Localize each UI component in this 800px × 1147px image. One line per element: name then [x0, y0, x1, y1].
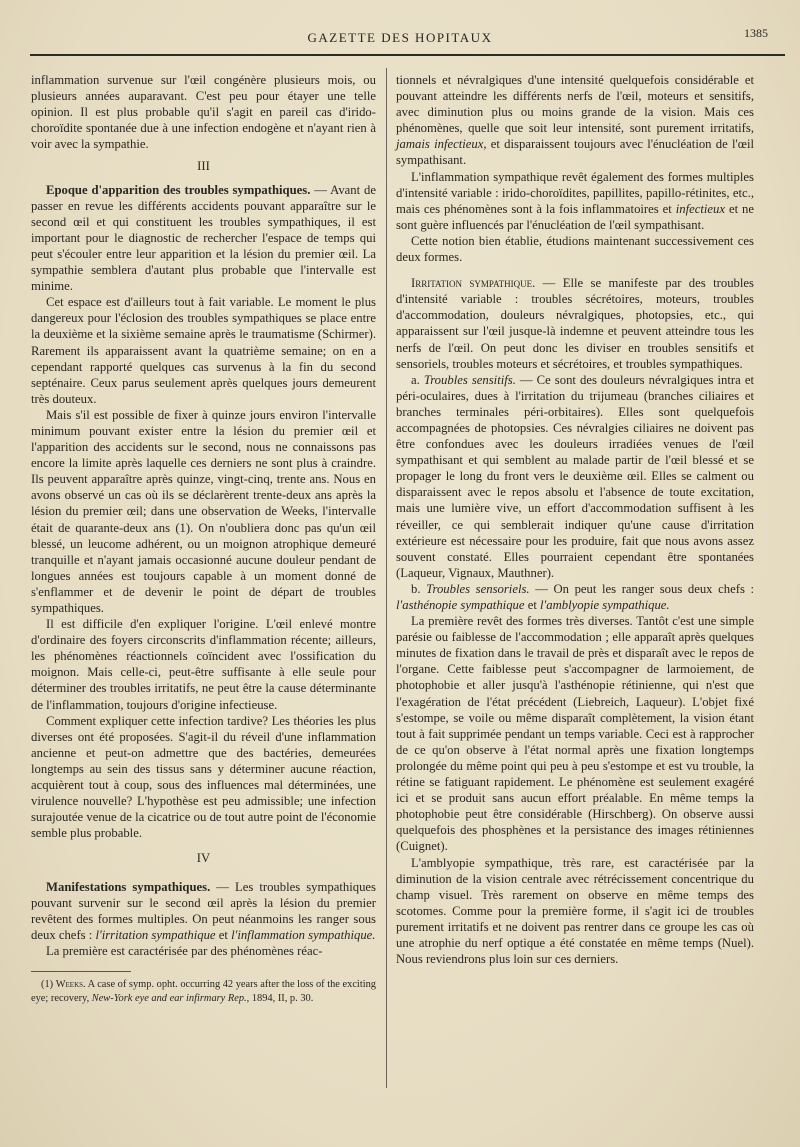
paragraph: Cette notion bien établie, étudions maintenant successivement ces deux formes. [396, 233, 754, 265]
paragraph: Cet espace est d'ailleurs tout à fait variable. Le moment le plus dangereux pour l'éclosion des troubles sympathiques se place entre la deuxième et la sixième semaine après le traumatisme (Schirmer). Rarement ils apparaissent avant la quatrième semaine; on en a cependant rapporté quelques cas survenus à la fin du second septénaire. Ceux parus seulement après quelques jours demeurent très douteux. [31, 295, 376, 406]
paragraph: Mais s'il est possible de fixer à quinze jours environ l'intervalle minimum pouvant exister entre la lésion du premier œil et l'apparition des accidents sur le second, nous ne connaissons pas encore la limite après laquelle ces derniers ne sont plus à craindre. Ils peuvent apparaître après quinze, vingt-cinq, trente ans. Nous en avons observé un cas où ils se déclarèrent trente-deux ans après la lésion du premier œil; dans une observation de Weeks, l'intervalle était de quarante-deux ans (1). On n'oubliera donc pas qu'un œil blessé, un leucome adhérent, ou un moignon atrophique demeuré tranquille et n'ayant jamais occasionné aucune douleur pendant de longues années est toujours capable à un moment donné de s'enflammer et de devenir le point de départ de troubles sympathiques. [31, 407, 376, 615]
section-heading: Irritation sympathique. [411, 276, 536, 291]
paragraph: La première revêt des formes très diverses. Tantôt c'est une simple parésie ou faiblesse de l'accommodation ; elle apparaît après quelques minutes de fixation dans le travail de près et disparaît avec le repos de l'organe. Cette faiblesse peut s'accompagner de larmoiement, de photophobie et aller jusqu'à l'asthénopie rétinienne, qui n'est que l'exagération de l'état précédent (Liebreich, Laqueur). L'objet fixé s'estompe, se voile ou même disparaît complètement, la vision étant tout à fait supprimée pendant un temps variable. Ceci est à rapprocher de ce qu'on observe à l'état normal après une fixation longtemps prolongée du même point qui peu à peu s'estompe et est vu trouble, la rétine se fatiguant rapidement. Le phénomène est seulement exagéré ici et se produit sans aucun effort préalable. En même temps la photophobie peut être considérable (Hirschberg). On observe aussi quelquefois des phosphènes et la persistance des images rétiniennes (Cuignet). [396, 614, 754, 854]
section-heading: Manifestations sympathiques. [46, 879, 211, 894]
page-number: 1385 [744, 26, 768, 40]
section-number: IV [196, 851, 211, 866]
paragraph: L'amblyopie sympathique, très rare, est caractérisée par la diminution de la vision centrale avec rétrécissement concentrique du champ visuel. Très rarement on observe en même temps des scotomes. Comme pour la première forme, il s'agit ici de troubles purement irritatifs et ne doivent pas rentrer dans ce groupe les cas où une atrophie du nerf optique a été constatée en même temps (Nuel). Nous reviendrons plus loin sur ces derniers. [396, 855, 754, 967]
running-header [0, 26, 800, 50]
footnote: (1) Weeks. A case of symp. opht. occurring 42 years after the loss of the exciting eye; recovery, New-York eye and ear infirmary Rep., 1894, II, p. 30. [31, 978, 376, 1004]
column-divider [386, 68, 387, 1088]
paragraph: Epoque d'apparition des troubles sympathiques. — Avant de passer en revue les différents accidents pouvant apparaître sur le second œil et qui constituent les troubles sympathiques, il est important pour le diagnostic de rechercher l'espace de temps qui peut s'écouler entre leur apparition et la lésion du premier œil. La sympathie semblera d'autant plus probable que l'intervalle est minime. [31, 182, 376, 294]
paragraph: b. Troubles sensoriels. — On peut les ranger sous deux chefs : l'asthénopie sympathique et l'amblyopie sympathique. [396, 581, 755, 612]
paragraph: Comment expliquer cette infection tardive? Les théories les plus diverses ont été proposées. S'agit-il du réveil d'une inflammation ancienne et peut-on admettre que des bactéries, demeurées longtemps au sein des tissus sans y déterminer aucune réaction, acquièrent tout à coup, sous des influences mal déterminées, une virulence nouvelle? L'hypothèse est peu admissible; une infection surajoutée venue de la cicatrice ou de tout autre point de l'économie semble plus probable. [31, 713, 376, 841]
paragraph: a. Troubles sensitifs. — Ce sont des douleurs névralgiques intra et péri-oculaires, dues à l'irritation du trijumeau (branches ciliaires et branches terminales péri-orbitaires). Elles sont quelquefois accompagnées de photopsies. Ces névralgies ciliaires ne doivent pas être confondues avec les douleurs irradiées venues de l'œil sympathisant et qui semblent au malade partir de l'œil blessé et se propager le long du front vers le deuxième œil. Elles se calment ou disparaissent avec le repos absolu et l'absence de toute excitation, mais une lumière vive, un effort d'accommodation suffisent à les réveiller, ce qui semblerait indiquer qu'une cause d'irritation extérieure est nécessaire pour les produire, fait que nous avons assez souvent constaté. Elles pourraient cependant être spontanées (Laqueur, Vignaux, Mauthner). [396, 372, 754, 580]
paragraph: Manifestations sympathiques. — Les troubles sympathiques pouvant survenir sur le second œil après la lésion du premier revêtent des formes multiples. On peut néanmoins les ranger sous deux chefs : l'irritation sympathique et l'inflammation sympathique. [31, 879, 376, 942]
paragraph: La première est caractérisée par des phénomènes réac- [46, 943, 323, 958]
paragraph: Il est difficile d'en expliquer l'origine. L'œil enlevé montre d'ordinaire des foyers circonscrits d'inflammation récente; ailleurs, les phénomènes réactionnels coïncident avec l'ossification du moignon. Mais celle-ci, peut-être suffisante à elle seule pour déterminer des troubles irritatifs, ne peut être la cause déterminante de l'inflammation, toujours d'origine infectieuse. [31, 617, 376, 712]
header-rule [30, 54, 785, 56]
section-heading: Epoque d'apparition des troubles sympathiques. [46, 182, 311, 197]
right-column [396, 72, 754, 967]
paragraph: Irritation sympathique. — Elle se manifeste par des troubles d'intensité variable : troubles sécrétoires, moteurs, troubles d'accommodation, douleurs névralgiques, photopsies, etc., qui apparaissent sur l'œil jusque-là indemne et peuvent atteindre tous les nerfs de l'œil. On peut donc les diviser en troubles sensitifs et sensoriels, troubles moteurs et sécrétoires, et troubles sympathiques. [396, 276, 754, 371]
footnote-rule [31, 971, 131, 972]
left-column [31, 72, 376, 1005]
paragraph: L'inflammation sympathique revêt également des formes multiples d'intensité variable : irido-choroïdites, papillites, papillo-rétinites, etc., mais ces phénomènes sont à la fois inflammatoires et infectieux et ne sont guère influencés par l'énucléation de l'œil sympathisant. [396, 169, 754, 232]
subsection-title: Troubles sensoriels. [426, 581, 530, 596]
journal-title: GAZETTE DES HOPITAUX [307, 30, 493, 45]
paragraph: tionnels et névralgiques d'une intensité quelquefois considérable et pouvant atteindre les différents nerfs de l'œil, moteurs et sensitifs, avec diminution plus ou moins grande de la vision. Mais ces phénomènes, quelle que soit leur intensité, sont purement irritatifs, jamais infectieux, et disparaissent toujours avec l'énucléation de l'œil sympathisant. [396, 73, 754, 168]
paragraph: inflammation survenue sur l'œil congénère plusieurs mois, ou plusieurs années auparavant. C'est peu pour étayer une telle opinion. Il est plus probable qu'il s'agit en pareil cas d'irido-choroïdite spontanée due à une infection endogène et n'ayant rien à voir avec la sympathie. [31, 73, 376, 152]
subsection-title: Troubles sensitifs. [423, 372, 516, 387]
section-number: III [197, 159, 210, 174]
